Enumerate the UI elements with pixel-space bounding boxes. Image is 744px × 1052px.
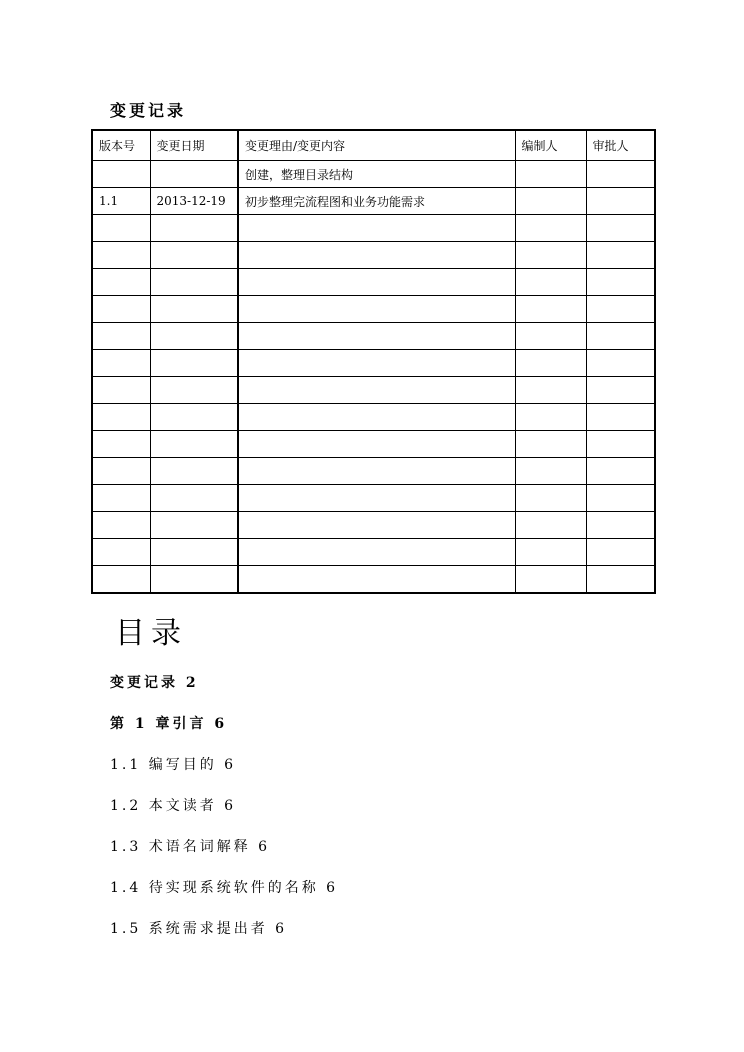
table-row <box>92 296 655 323</box>
cell-approver <box>586 377 655 404</box>
cell-approver <box>586 242 655 269</box>
cell-change-date <box>150 458 238 485</box>
cell-change-date <box>150 539 238 566</box>
cell-change-reason <box>238 458 515 485</box>
cell-change-date <box>150 377 238 404</box>
cell-version <box>92 377 150 404</box>
header-change-reason: 变更理由/变更内容 <box>238 130 515 161</box>
header-version: 版本号 <box>92 130 150 161</box>
cell-author <box>515 512 586 539</box>
cell-version <box>92 215 150 242</box>
cell-change-reason <box>238 539 515 566</box>
cell-change-date <box>150 296 238 323</box>
table-row <box>92 269 655 296</box>
cell-approver <box>586 458 655 485</box>
cell-approver <box>586 404 655 431</box>
cell-change-date <box>150 404 238 431</box>
cell-approver <box>586 485 655 512</box>
cell-change-date <box>150 215 238 242</box>
cell-approver <box>586 161 655 188</box>
cell-version <box>92 539 150 566</box>
cell-author <box>515 539 586 566</box>
toc-entry[interactable]: 1.4 待实现系统软件的名称 6 <box>110 880 339 896</box>
table-row <box>92 404 655 431</box>
header-author: 编制人 <box>515 130 586 161</box>
cell-author <box>515 323 586 350</box>
cell-change-date: 2013-12-19 <box>150 188 238 215</box>
cell-change-date <box>150 242 238 269</box>
table-row <box>92 566 655 594</box>
change-log-body <box>92 161 655 594</box>
cell-author <box>515 215 586 242</box>
cell-version <box>92 269 150 296</box>
cell-version <box>92 350 150 377</box>
cell-change-date <box>150 431 238 458</box>
cell-change-reason <box>238 350 515 377</box>
table-row <box>92 431 655 458</box>
cell-approver <box>586 188 655 215</box>
cell-approver <box>586 350 655 377</box>
toc-entry[interactable]: 变更记录 2 <box>110 675 199 691</box>
cell-approver <box>586 296 655 323</box>
cell-approver <box>586 323 655 350</box>
cell-change-date <box>150 269 238 296</box>
cell-version <box>92 323 150 350</box>
table-row <box>92 485 655 512</box>
cell-author <box>515 296 586 323</box>
cell-change-reason <box>238 404 515 431</box>
cell-version <box>92 566 150 594</box>
cell-author <box>515 458 586 485</box>
cell-change-date <box>150 161 238 188</box>
cell-change-date <box>150 566 238 594</box>
cell-change-date <box>150 485 238 512</box>
table-row <box>92 377 655 404</box>
cell-author <box>515 566 586 594</box>
table-row <box>92 161 655 188</box>
cell-version <box>92 431 150 458</box>
header-approver: 审批人 <box>586 130 655 161</box>
cell-change-date <box>150 350 238 377</box>
cell-author <box>515 431 586 458</box>
cell-change-reason <box>238 269 515 296</box>
cell-version <box>92 161 150 188</box>
cell-author <box>515 350 586 377</box>
cell-version <box>92 458 150 485</box>
table-row <box>92 512 655 539</box>
change-log-title: 变更记录 <box>110 101 187 120</box>
table-row <box>92 215 655 242</box>
cell-change-reason <box>238 566 515 594</box>
cell-author <box>515 242 586 269</box>
toc-entry[interactable]: 1.1 编写目的 6 <box>110 757 237 773</box>
cell-change-reason <box>238 431 515 458</box>
toc-title: 目录 <box>115 616 187 651</box>
cell-author <box>515 269 586 296</box>
cell-change-reason <box>238 323 515 350</box>
cell-author <box>515 161 586 188</box>
cell-approver <box>586 431 655 458</box>
table-row <box>92 458 655 485</box>
cell-version: 1.1 <box>92 188 150 215</box>
toc-entry[interactable]: 1.2 本文读者 6 <box>110 798 237 814</box>
cell-approver <box>586 539 655 566</box>
table-row <box>92 323 655 350</box>
cell-change-reason <box>238 215 515 242</box>
cell-version <box>92 512 150 539</box>
cell-change-reason <box>238 296 515 323</box>
cell-approver <box>586 215 655 242</box>
cell-approver <box>586 566 655 594</box>
cell-change-reason <box>238 242 515 269</box>
cell-change-reason <box>238 377 515 404</box>
table-row <box>92 350 655 377</box>
table-row <box>92 188 655 215</box>
cell-change-date <box>150 512 238 539</box>
cell-version <box>92 242 150 269</box>
table-row <box>92 539 655 566</box>
cell-author <box>515 404 586 431</box>
cell-change-reason: 创建，整理目录结构 <box>238 161 515 188</box>
toc-entry[interactable]: 1.3 术语名词解释 6 <box>110 839 271 855</box>
cell-version <box>92 485 150 512</box>
cell-change-date <box>150 323 238 350</box>
cell-approver <box>586 269 655 296</box>
cell-author <box>515 188 586 215</box>
cell-change-reason <box>238 512 515 539</box>
cell-change-reason <box>238 485 515 512</box>
table-row <box>92 242 655 269</box>
cell-author <box>515 377 586 404</box>
cell-version <box>92 404 150 431</box>
cell-author <box>515 485 586 512</box>
header-change-date: 变更日期 <box>150 130 238 161</box>
table-header-row <box>92 130 655 161</box>
cell-change-reason: 初步整理完流程图和业务功能需求 <box>238 188 515 215</box>
change-log-table <box>91 129 656 594</box>
cell-approver <box>586 512 655 539</box>
toc-entry[interactable]: 1.5 系统需求提出者 6 <box>110 921 288 937</box>
cell-version <box>92 296 150 323</box>
toc-entry[interactable]: 第 1 章引言 6 <box>110 716 228 732</box>
